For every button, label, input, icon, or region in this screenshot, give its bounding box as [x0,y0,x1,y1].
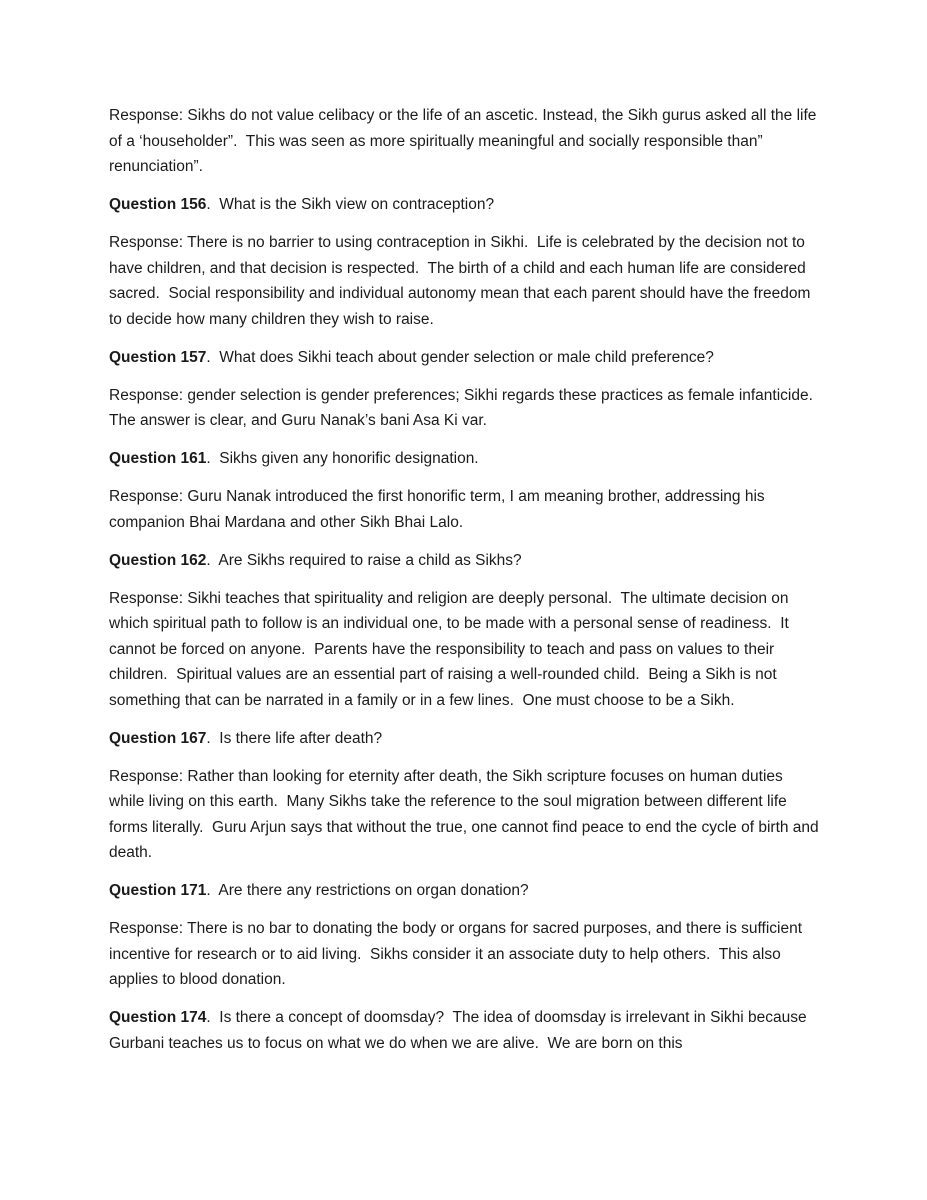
question-paragraph [109,726,821,752]
question-paragraph [109,548,821,574]
question-label: Question 157 [109,348,207,366]
question-paragraph [109,345,821,371]
question-label: Question 156 [109,196,207,213]
question-paragraph [109,1005,821,1056]
question-text: . What is the Sikh view on contraception? [206,196,495,213]
question-label: Question 174 [109,1009,207,1026]
response-paragraph [109,586,821,714]
question-text: . Are there any restrictions on organ donation? [206,882,529,899]
response-paragraph [109,916,821,993]
response-text: Response: gender selection is gender preferences; Sikhi regards these practices as female infanticide. The answer is clear, and Guru Nanak’s bani Asa Ki var. [109,386,822,429]
question-text: . What does Sikhi teach about gender selection or male child preference? [206,348,714,366]
question-text: . Is there life after death? [206,729,383,747]
question-label: Question 167 [109,729,207,747]
response-paragraph [109,383,821,434]
response-text: Response: Guru Nanak introduced the first honorific term, I am meaning brother, addressing his companion Bhai Mardana and other Sikh Bhai Lalo. [109,488,769,531]
question-label: Question 161 [109,450,207,467]
question-label: Question 171 [109,882,207,899]
question-text: . Is there a concept of doomsday? The idea of doomsday is irrelevant in Sikhi because Gurbani teaches us to focus on what we do when we are alive. We are born on this [109,1009,811,1052]
response-text: Response: Sikhs do not value celibacy or the life of an ascetic. Instead, the Sikh gurus asked all the life of a ‘householder”. This was seen as more spiritually meaningful and socially responsible than” renunciation”. [109,107,821,175]
response-text: Response: There is no barrier to using contraception in Sikhi. Life is celebrated by the decision not to have children, and that decision is respected. The birth of a child and each human life are considered sacred. Social responsibility and individual autonomy mean that each parent should have the freedom to decide how many children they wish to raise. [109,234,815,328]
response-text: Response: There is no bar to donating the body or organs for sacred purposes, and there is sufficient incentive for research or to aid living. Sikhs consider it an associate duty to help others. This also applies to blood donation. [109,920,807,988]
document-body [109,103,821,1069]
response-paragraph [109,484,821,535]
response-text: Response: Sikhi teaches that spirituality and religion are deeply personal. The ultimate decision on which spiritual path to follow is an individual one, to be made with a personal sense of readiness. It cannot be forced on anyone. Parents have the responsibility to teach and pass on values to their children. Spiritual values are an essential part of raising a well-rounded child. Being a Sikh is not something that can be narrated in a family or in a few lines. One must choose to be a Sikh. [109,589,794,709]
question-text: . Sikhs given any honorific designation. [206,450,479,467]
question-label: Question 162 [109,551,207,569]
question-paragraph [109,192,821,218]
response-paragraph [109,764,821,866]
response-paragraph [109,230,821,332]
response-text: Response: Rather than looking for eternity after death, the Sikh scripture focuses on human duties while living on this earth. Many Sikhs take the reference to the soul migration between different life forms literally. Guru Arjun says that without the true, one cannot find peace to end the cycle of birth and death. [109,767,823,861]
question-paragraph [109,446,821,472]
question-text: . Are Sikhs required to raise a child as Sikhs? [206,551,522,569]
response-paragraph [109,103,821,180]
question-paragraph [109,878,821,904]
